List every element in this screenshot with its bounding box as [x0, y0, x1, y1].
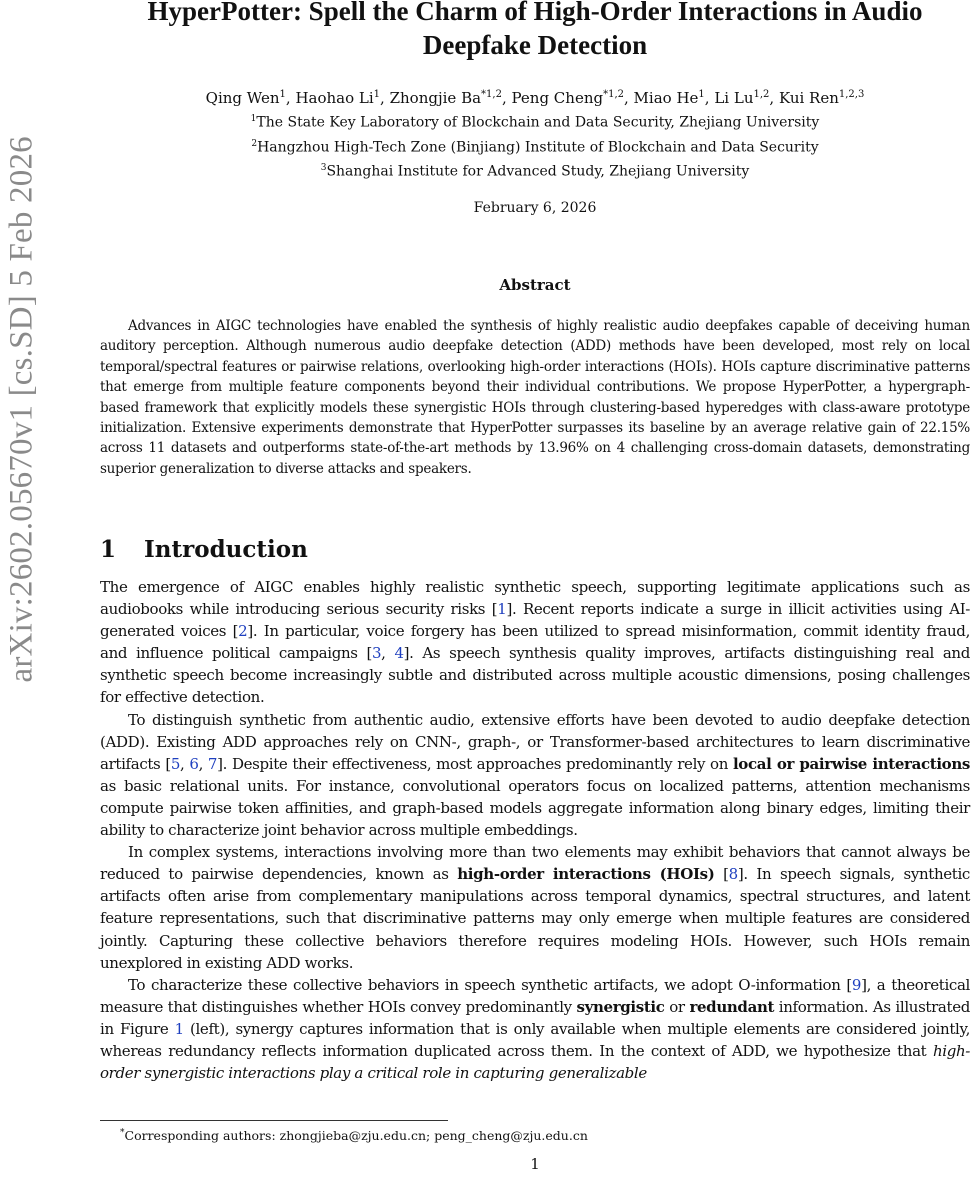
author-name: Haohao Li — [295, 89, 374, 107]
affiliation: $^3$Shanghai Institute for Advanced Study, Zhejiang University — [320, 163, 750, 180]
paper-date: February 6, 2026 — [473, 200, 597, 216]
affiliation: $^1$The State Key Laboratory of Blockchain and Data Security, Zhejiang University — [250, 114, 820, 131]
page-number: 1 — [530, 1155, 540, 1173]
author-name: Peng Cheng — [511, 89, 604, 107]
section-heading — [100, 536, 308, 563]
citation-link[interactable]: 5 — [170, 754, 181, 773]
citation-link[interactable]: 7 — [207, 754, 218, 773]
footnote-mark: * — [120, 1128, 125, 1138]
arxiv-stamp — [0, 136, 40, 690]
affiliation-list — [100, 109, 970, 183]
author-affil-mark: *1,2 — [603, 89, 624, 100]
author-affil-mark: 1,2 — [753, 89, 770, 100]
bold-term: redundant — [689, 997, 775, 1016]
author-affil-mark: 1,2,3 — [838, 89, 865, 100]
bold-term: high-order interactions (HOIs) — [457, 865, 715, 884]
affiliation: $^2$Hangzhou High-Tech Zone (Binjiang) Institute of Blockchain and Data Security — [251, 138, 819, 156]
author-name: Zhongjie Ba — [389, 89, 482, 107]
footnote-rule — [100, 1120, 448, 1121]
citation-link[interactable]: 9 — [851, 975, 862, 994]
citation-link[interactable]: 6 — [189, 754, 199, 773]
paragraph: The emergence of AIGC enables highly realistic synthetic speech, supporting legitimate applications such as audiobooks while introducing serious security risks [1]. Recent reports indicate a surge in illicit activities using AI-generated voices [2]. In particular, voice forgery has been utilized to spread misinformation, commit identity fraud, and influence political campaigns [3, 4]. As speech synthesis quality improves, artifacts distinguishing real and synthetic speech become increasingly subtle and distributed across multiple acoustic dimensions, posing challenges for effective detection. — [100, 578, 970, 707]
citation-link[interactable]: 3 — [371, 644, 382, 663]
citation-link[interactable]: 1 — [497, 600, 507, 619]
paragraph: In complex systems, interactions involving more than two elements may exhibit behaviors that cannot always be reduced to pairwise dependencies, known as high-order interactions (HOIs) [8]. In speech signals, synthetic artifacts often arise from complementary manipulations across temporal dynamics, spectral structures, and latent feature representations, such that discriminative patterns may only emerge when multiple features are considered jointly. Capturing these collective behaviors therefore requires modeling HOIs. However, such HOIs remain unexplored in existing ADD works. — [100, 843, 970, 972]
author-affil-mark: *1,2 — [481, 89, 502, 100]
author-affil-mark: 1 — [279, 89, 286, 100]
author-name: Miao He — [633, 89, 699, 107]
figure-link[interactable]: 1 — [174, 1019, 184, 1038]
author-name: Li Lu — [714, 89, 754, 107]
citation-link[interactable]: 4 — [394, 644, 404, 663]
section-title: Introduction — [144, 536, 308, 563]
italic-phrase: high-order synergistic interactions play a critical role in capturing generalizable — [100, 1041, 970, 1083]
author-affil-mark: 1 — [373, 89, 381, 100]
citation-link[interactable]: 8 — [728, 865, 738, 884]
paper-title: HyperPotter: Spell the Charm of High-Order Interactions in Audio Deepfake Detection — [147, 0, 923, 60]
paragraph: To characterize these collective behaviors in speech synthetic artifacts, we adopt O-information [9], a theoretical measure that distinguishes whether HOIs convey predominantly synergistic or redundant information. As illustrated in Figure 1 (left), synergy captures information that is only available when multiple elements are considered jointly, whereas redundancy reflects information duplicated across them. In the context of ADD, we hypothesize that high-order synergistic interactions play a critical role in capturing generalizable — [100, 975, 970, 1083]
paragraph: To distinguish synthetic from authentic audio, extensive efforts have been devoted to audio deepfake detection (ADD). Existing ADD approaches rely on CNN-, graph-, or Transformer-based architectures to learn discriminative artifacts [5, 6, 7]. Despite their effectiveness, most approaches predominantly rely on local or pairwise interactions as basic relational units. For instance, convolutional operators focus on localized patterns, attention mechanisms compute pairwise token affinities, and graph-based models aggregate information along binary edges, limiting their ability to characterize joint behavior across multiple embeddings. — [100, 710, 970, 840]
author-name: Qing Wen — [205, 89, 280, 107]
abstract-text: Advances in AIGC technologies have enabled the synthesis of highly realistic audio deepfakes capable of deceiving human auditory perception. Although numerous audio deepfake detection (ADD) methods have been developed, most rely on local temporal/spectral features or pairwise relations, overlooking high-order interactions (HOIs). HOIs capture discriminative patterns that emerge from multiple feature components beyond their individual contributions. We propose HyperPotter, a hypergraph-based framework that explicitly models these synergistic HOIs through clustering-based hyperedges with class-aware prototype initialization. Extensive experiments demonstrate that HyperPotter surpasses its baseline by an average relative gain of 22.15% across 11 datasets and outperforms state-of-the-art methods by 13.96% on 4 challenging cross-domain datasets, demonstrating superior generalization to diverse attacks and speakers. — [100, 318, 970, 477]
footnote — [120, 1124, 588, 1145]
footnote-text: Corresponding authors: zhongjieba@zju.edu.cn; peng_cheng@zju.edu.cn — [124, 1128, 588, 1144]
bold-term: synergistic — [576, 997, 665, 1016]
section-number: 1 — [100, 536, 117, 563]
abstract-heading: Abstract — [499, 276, 571, 294]
author-name: Kui Ren — [778, 89, 839, 107]
body-text — [100, 576, 970, 1084]
author-affil-mark: 1 — [698, 89, 705, 100]
author-list: Qing Wen$^1$, Haohao Li$^1$, Zhongjie Ba$^{*1,2}$, Peng Cheng$^{*1,2}$, Miao He$^1$, Li Lu$^{1,2}$, Kui Ren$^{1,2,3}$ — [205, 89, 865, 107]
citation-link[interactable]: 2 — [238, 622, 248, 641]
arxiv-stamp-text: arXiv:2602.05670v1 [cs.SD] 5 Feb 2026 — [3, 136, 40, 683]
bold-term: local or pairwise interactions — [732, 754, 970, 773]
